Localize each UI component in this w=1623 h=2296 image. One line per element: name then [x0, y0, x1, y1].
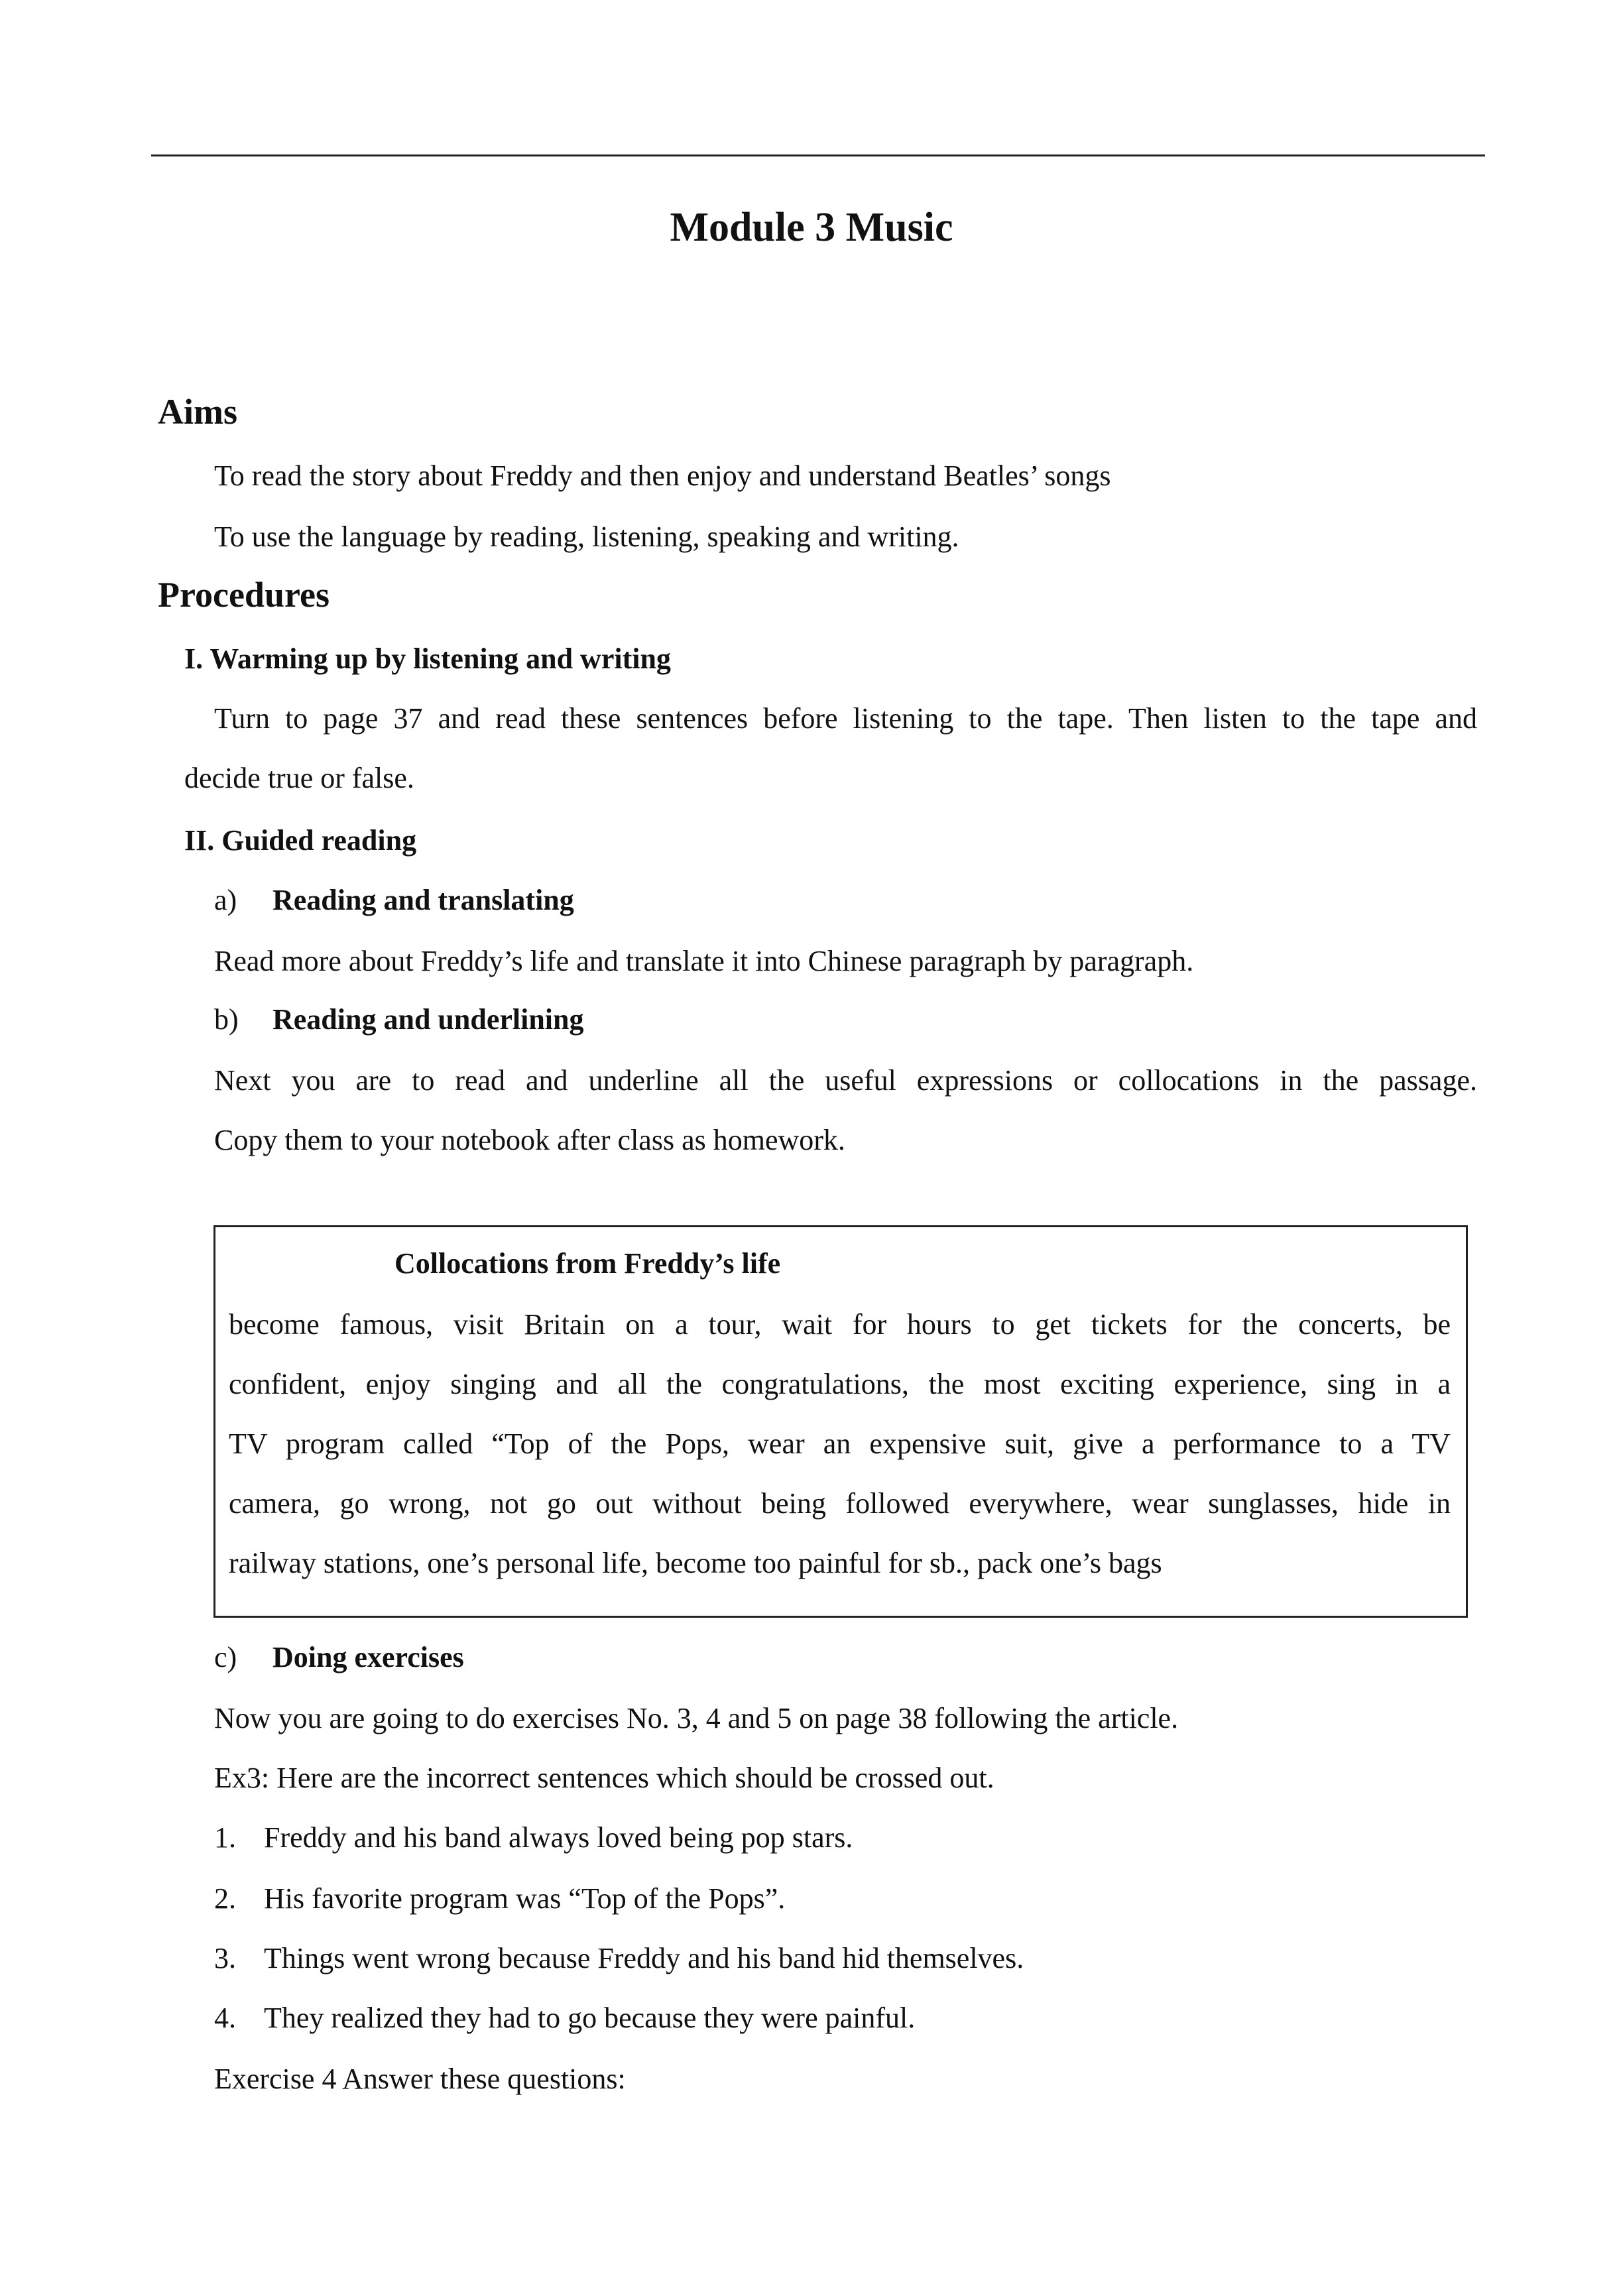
paragraph-line: Copy them to your notebook after class as homework. — [214, 1124, 845, 1156]
list-text: Freddy and his band always loved being pop stars. — [264, 1821, 853, 1854]
list-text: They realized they had to go because they were painful. — [264, 2002, 916, 2034]
collocations-title: Collocations from Freddy’s life — [394, 1247, 781, 1280]
aims-line: To read the story about Freddy and then enjoy and understand Beatles’ songs — [214, 459, 1111, 492]
list-item — [214, 1821, 853, 1854]
collocations-line: confident, enjoy singing and all the congratulations, the most exciting experience, sing in a — [229, 1368, 1451, 1400]
subsection-title: Reading and underlining — [272, 1003, 584, 1036]
page-title: Module 3 Music — [670, 205, 953, 250]
subsection-label: a) — [214, 884, 237, 916]
list-item — [214, 1882, 785, 1915]
subsection-a — [214, 883, 574, 917]
paragraph-line: Now you are going to do exercises No. 3, 4 and 5 on page 38 following the article. — [214, 1702, 1179, 1734]
aims-heading: Aims — [158, 392, 237, 432]
paragraph-line: Next you are to read and underline all the useful expressions or collocations in the passage. — [214, 1064, 1477, 1097]
collocations-line: camera, go wrong, not go out without being followed everywhere, wear sunglasses, hide in — [229, 1487, 1451, 1520]
header-rule — [151, 154, 1485, 156]
collocations-line: become famous, visit Britain on a tour, wait for hours to get tickets for the concerts, be — [229, 1308, 1451, 1341]
subsection-title: Reading and translating — [272, 884, 574, 916]
paragraph-line: Read more about Freddy’s life and translate it into Chinese paragraph by paragraph. — [214, 945, 1194, 977]
section-heading: II. Guided reading — [184, 824, 417, 857]
subsection-b — [214, 1002, 584, 1036]
list-number: 3. — [214, 1942, 236, 1974]
aims-line: To use the language by reading, listening, speaking and writing. — [214, 520, 959, 553]
collocations-line: TV program called “Top of the Pops, wear an expensive suit, give a performance to a TV — [229, 1427, 1451, 1460]
list-number: 4. — [214, 2002, 236, 2034]
subsection-c — [214, 1640, 464, 1674]
list-item — [214, 2001, 915, 2035]
subsection-label: b) — [214, 1003, 239, 1036]
list-item — [214, 1941, 1024, 1975]
list-number: 2. — [214, 1882, 236, 1915]
paragraph-line: Ex3: Here are the incorrect sentences which should be crossed out. — [214, 1762, 994, 1794]
paragraph-line: decide true or false. — [184, 762, 414, 794]
subsection-title: Doing exercises — [272, 1641, 464, 1673]
list-number: 1. — [214, 1821, 236, 1854]
subsection-label: c) — [214, 1641, 237, 1673]
procedures-heading: Procedures — [158, 575, 330, 615]
section-heading: I. Warming up by listening and writing — [184, 642, 671, 675]
list-text: His favorite program was “Top of the Pops”. — [264, 1882, 786, 1915]
list-text: Things went wrong because Freddy and his band hid themselves. — [264, 1942, 1024, 1974]
paragraph-line: Turn to page 37 and read these sentences before listening to the tape. Then listen to the tape and — [214, 702, 1477, 735]
paragraph-line: Exercise 4 Answer these questions: — [214, 2063, 626, 2095]
collocations-line: railway stations, one’s personal life, become too painful for sb., pack one’s bags — [229, 1547, 1162, 1579]
